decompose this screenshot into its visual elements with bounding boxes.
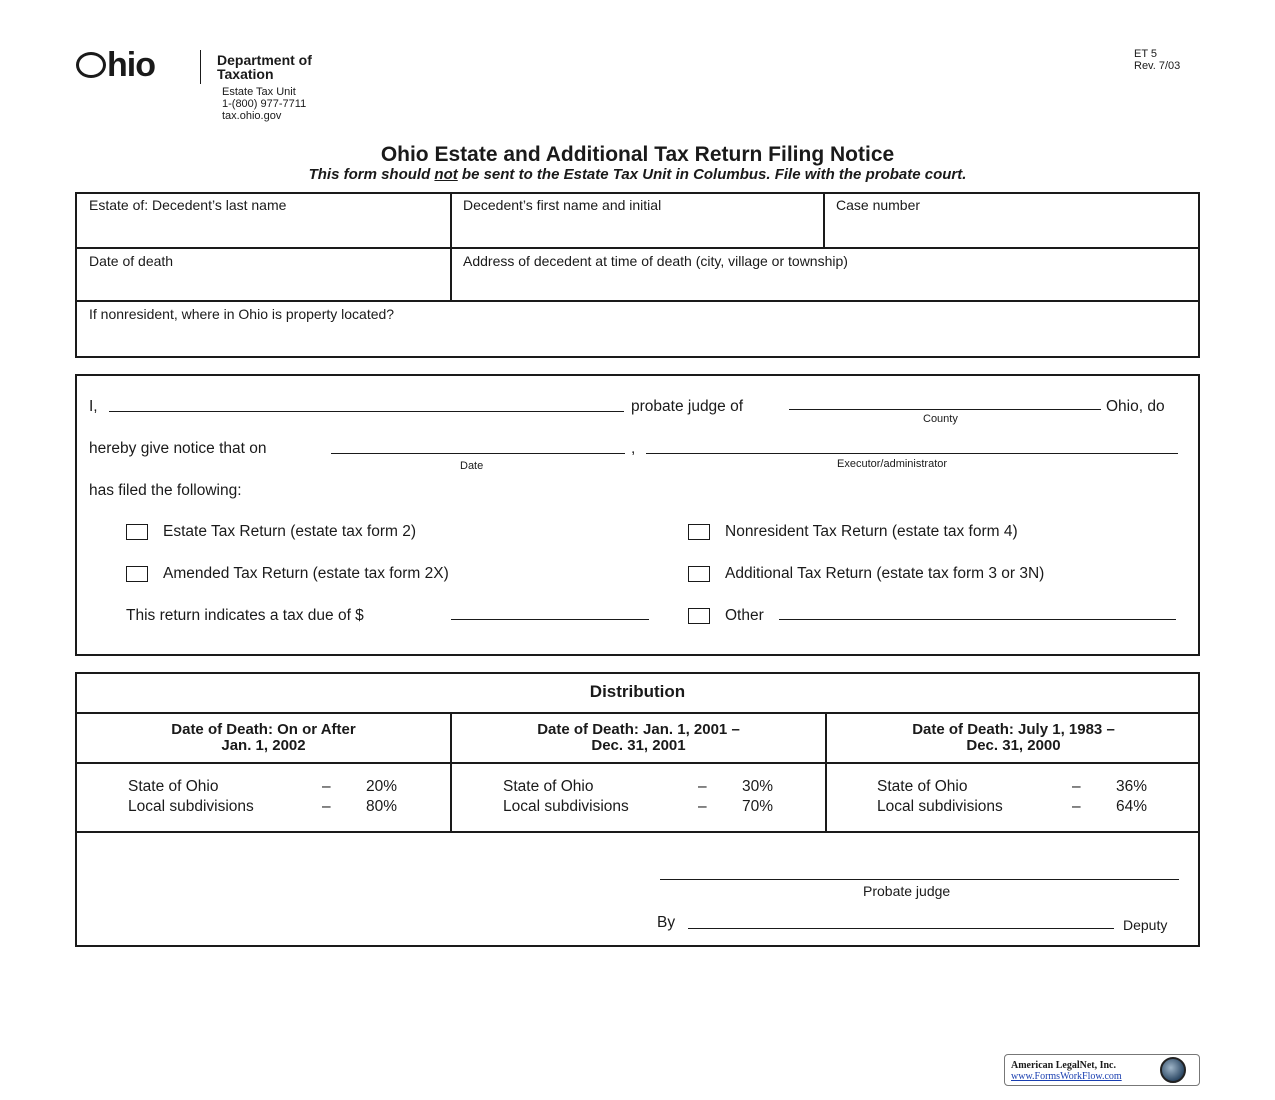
ohio-do-label: Ohio, do [1106, 398, 1165, 415]
other-checkbox[interactable] [688, 608, 710, 624]
amended-tax-return-checkbox[interactable] [126, 566, 148, 582]
case-number-field[interactable]: Case number [836, 197, 921, 213]
date-line[interactable] [331, 453, 625, 454]
local-subdivisions-label: Local subdivisions [503, 798, 629, 815]
divider [823, 192, 825, 248]
globe-icon [1160, 1057, 1186, 1083]
distribution-column-header: Date of Death: Jan. 1, 2001 – Dec. 31, 2001 [537, 721, 740, 754]
distribution-column-header: Date of Death: On or After Jan. 1, 2002 [171, 721, 356, 754]
divider [75, 712, 1200, 714]
estate-tax-return-label: Estate Tax Return (estate tax form 2) [163, 523, 416, 540]
badge-company: American LegalNet, Inc. [1011, 1060, 1116, 1071]
logo-divider [200, 50, 201, 84]
probate-judge-of-label: probate judge of [631, 398, 744, 415]
other-line[interactable] [779, 619, 1176, 620]
dash: – [1072, 778, 1081, 795]
additional-tax-return-label: Additional Tax Return (estate tax form 3 or 3N) [725, 565, 1045, 582]
comma: , [631, 440, 636, 457]
by-label: By [657, 914, 676, 931]
divider [75, 300, 1200, 302]
dash: – [322, 778, 331, 795]
divider [450, 192, 452, 301]
nonresident-tax-return-checkbox[interactable] [688, 524, 710, 540]
badge-url-link[interactable]: www.FormsWorkFlow.com [1011, 1071, 1122, 1082]
local-percentage: 64% [1116, 798, 1148, 815]
distribution-column-header: Date of Death: July 1, 1983 – Dec. 31, 2000 [912, 721, 1115, 754]
county-caption: County [923, 413, 958, 425]
state-of-ohio-label: State of Ohio [128, 778, 219, 795]
executor-line[interactable] [646, 453, 1178, 454]
county-line[interactable] [789, 409, 1101, 410]
divider [75, 247, 1200, 249]
dash: – [698, 798, 707, 815]
estate-tax-return-checkbox[interactable] [126, 524, 148, 540]
local-subdivisions-label: Local subdivisions [877, 798, 1003, 815]
nonresident-property-field[interactable]: If nonresident, where in Ohio is property located? [89, 306, 395, 322]
dash: – [698, 778, 707, 795]
date-caption: Date [460, 460, 484, 472]
additional-tax-return-checkbox[interactable] [688, 566, 710, 582]
form-identifier: ET 5 Rev. 7/03 [1134, 48, 1181, 72]
nonresident-tax-return-label: Nonresident Tax Return (estate tax form 4) [725, 523, 1018, 540]
judge-name-line[interactable] [109, 411, 624, 412]
state-of-ohio-label: State of Ohio [503, 778, 594, 795]
tax-due-line[interactable] [451, 619, 649, 620]
filed-following-label: has filed the following: [89, 482, 242, 499]
decedent-address-field[interactable]: Address of decedent at time of death (city, village or township) [463, 253, 848, 269]
probate-judge-signature-line[interactable] [660, 879, 1179, 880]
deputy-label: Deputy [1123, 917, 1168, 933]
unit-contact: Estate Tax Unit 1-(800) 977-7711 tax.ohio.gov [222, 86, 307, 122]
other-label: Other [725, 607, 764, 624]
department-name: Department of Taxation [217, 52, 312, 82]
dash: – [1072, 798, 1081, 815]
ohio-logo: hio [76, 46, 155, 85]
deputy-signature-line[interactable] [688, 928, 1114, 929]
notice-on-label: hereby give notice that on [89, 440, 267, 457]
i-label: I, [89, 398, 98, 415]
probate-judge-caption: Probate judge [863, 883, 951, 899]
page-subtitle: This form should not be sent to the Estate Tax Unit in Columbus. File with the probate court. [308, 166, 967, 183]
amended-tax-return-label: Amended Tax Return (estate tax form 2X) [163, 565, 449, 582]
last-name-field[interactable]: Estate of: Decedent’s last name [89, 197, 287, 213]
dash: – [322, 798, 331, 815]
tax-due-label: This return indicates a tax due of $ [126, 607, 364, 624]
local-percentage: 70% [742, 798, 774, 815]
state-of-ohio-label: State of Ohio [877, 778, 968, 795]
state-percentage: 30% [742, 778, 774, 795]
divider [75, 831, 1200, 833]
local-percentage: 80% [366, 798, 398, 815]
state-percentage: 36% [1116, 778, 1148, 795]
divider [75, 762, 1200, 764]
decedent-info-box [75, 192, 1200, 358]
state-percentage: 20% [366, 778, 398, 795]
executor-caption: Executor/administrator [837, 458, 948, 470]
local-subdivisions-label: Local subdivisions [128, 798, 254, 815]
page-title: Ohio Estate and Additional Tax Return Filing Notice [380, 143, 895, 166]
date-of-death-field[interactable]: Date of death [89, 253, 174, 269]
ohio-logo-o-icon [76, 52, 106, 78]
first-name-field[interactable]: Decedent’s first name and initial [463, 197, 662, 213]
distribution-title: Distribution [589, 682, 686, 701]
